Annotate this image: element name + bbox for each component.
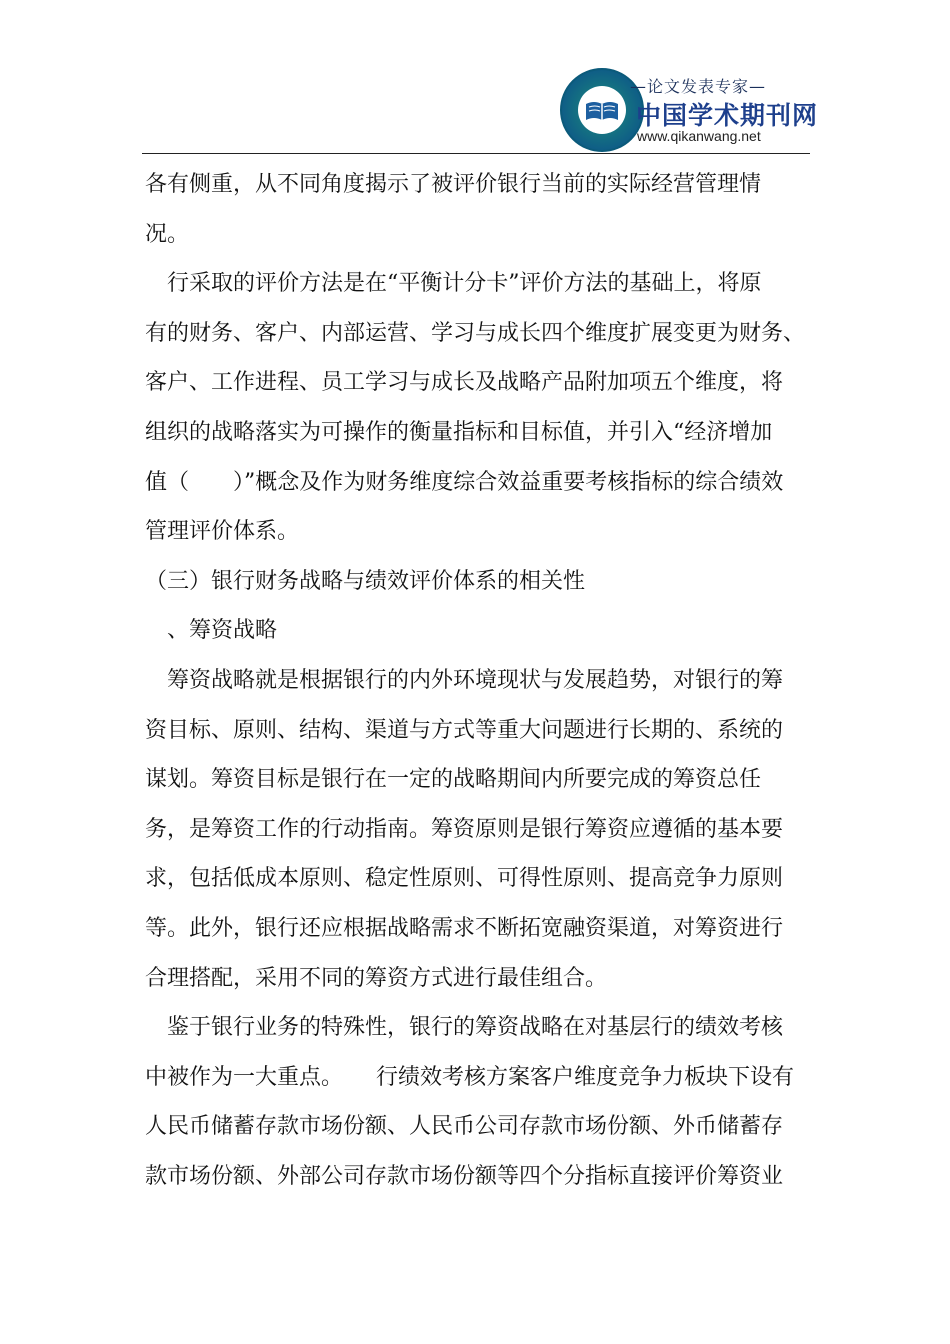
text-line: 中被作为一大重点。 行绩效考核方案客户维度竞争力板块下设有 [145, 1064, 795, 1090]
page-header [0, 0, 950, 158]
text-line: 组织的战略落实为可操作的衡量指标和目标值，并引入“经济增加 [145, 419, 773, 445]
text-line: 务，是筹资工作的行动指南。筹资原则是银行筹资应遵循的基本要 [145, 816, 784, 842]
text-line: 资目标、原则、结构、渠道与方式等重大问题进行长期的、系统的 [145, 717, 784, 743]
site-tagline: —论文发表专家— [630, 77, 767, 96]
text-line: 筹资战略就是根据银行的内外环境现状与发展趋势，对银行的筹 [145, 667, 784, 693]
section-heading: （三）银行财务战略与绩效评价体系的相关性 [145, 568, 586, 594]
text-line: 合理搭配，采用不同的筹资方式进行最佳组合。 [145, 965, 608, 991]
document-body [145, 160, 806, 1201]
text-line: 谋划。筹资目标是银行在一定的战略期间内所要完成的筹资总任 [145, 767, 762, 793]
text-line: 值（ ）”概念及作为财务维度综合效益重要考核指标的综合绩效 [145, 469, 784, 495]
text-line: 等。此外，银行还应根据战略需求不断拓宽融资渠道，对筹资进行 [145, 915, 784, 941]
text-line: 行采取的评价方法是在“平衡计分卡”评价方法的基础上，将原 [145, 271, 762, 297]
text-line: 客户、工作进程、员工学习与成长及战略产品附加项五个维度，将 [145, 370, 784, 396]
text-line: 款市场份额、外部公司存款市场份额等四个分指标直接评价筹资业 [145, 1163, 784, 1189]
text-line: 况。 [145, 221, 190, 247]
text-line: 人民币储蓄存款市场份额、人民币公司存款市场份额、外币储蓄存 [145, 1114, 784, 1140]
text-line: 各有侧重，从不同角度揭示了被评价银行当前的实际经营管理情 [145, 172, 762, 197]
text-line: 有的财务、客户、内部运营、学习与成长四个维度扩展变更为财务、 [145, 320, 806, 346]
header-divider [142, 153, 810, 154]
text-line: 鉴于银行业务的特殊性，银行的筹资战略在对基层行的绩效考核 [145, 1015, 784, 1041]
site-name: 中国学术期刊网 [636, 101, 819, 130]
text-line: 求，包括低成本原则、稳定性原则、可得性原则、提高竞争力原则 [145, 866, 784, 892]
text-line: 管理评价体系。 [145, 519, 300, 545]
subsection-heading: 、筹资战略 [145, 618, 278, 644]
site-url: www.qikanwang.net [637, 128, 761, 144]
